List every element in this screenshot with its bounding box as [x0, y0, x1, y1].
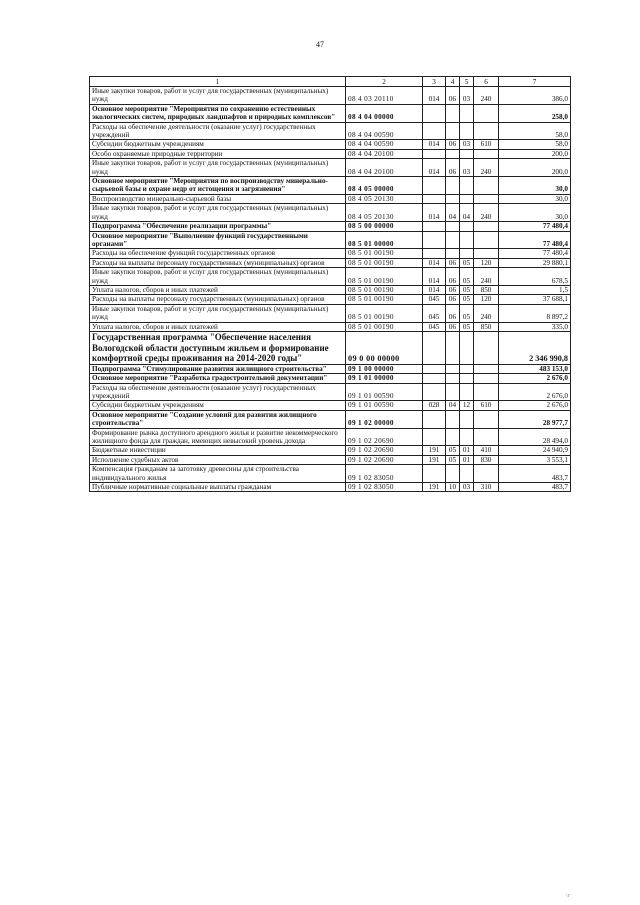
- row-ministry-cell: [423, 231, 446, 249]
- row-ministry-cell: [423, 149, 446, 158]
- row-expense-type-cell: 240: [474, 268, 499, 286]
- table-row: [90, 295, 571, 304]
- row-subsection-cell: 05: [460, 304, 474, 322]
- table-row: [90, 231, 571, 249]
- row-expense-type-cell: 850: [474, 322, 499, 331]
- row-section-cell: 06: [446, 304, 460, 322]
- row-name-cell: Субсидии бюджетным учреждениям: [90, 140, 346, 149]
- row-expense-type-cell: 120: [474, 258, 499, 267]
- row-ministry-cell: 014: [423, 285, 446, 294]
- row-name-cell: Компенсация гражданам за заготовку древесины для строительства индивидуального жилья: [90, 465, 346, 483]
- row-code-cell: 08 4 05 00000: [346, 177, 423, 195]
- table-row: [90, 331, 571, 364]
- row-code-cell: 08 5 01 00190: [346, 258, 423, 267]
- column-header: 6: [474, 77, 499, 87]
- row-amount-cell: 77 480,4: [499, 222, 571, 231]
- row-code-cell: 08 4 03 20110: [346, 87, 423, 105]
- row-amount-cell: 2 676,0: [499, 374, 571, 383]
- column-header: 7: [499, 77, 571, 87]
- table-row: [90, 285, 571, 294]
- row-name-cell: Расходы на выплаты персоналу государственных (муниципальных) органов: [90, 258, 346, 267]
- row-expense-type-cell: [474, 374, 499, 383]
- row-section-cell: 05: [446, 455, 460, 464]
- row-code-cell: 08 4 05 20130: [346, 194, 423, 203]
- row-code-cell: 08 4 04 00590: [346, 140, 423, 149]
- row-name-cell: Иные закупки товаров, работ и услуг для государственных (муниципальных) нужд: [90, 204, 346, 222]
- row-subsection-cell: 05: [460, 295, 474, 304]
- row-ministry-cell: [423, 177, 446, 195]
- row-amount-cell: 678,5: [499, 268, 571, 286]
- row-expense-type-cell: [474, 231, 499, 249]
- corner-mark: \г: [566, 893, 571, 899]
- row-name-cell: Субсидии бюджетным учреждениям: [90, 401, 346, 410]
- row-section-cell: 06: [446, 159, 460, 177]
- row-name-cell: Бюджетные инвестиции: [90, 446, 346, 455]
- row-section-cell: [446, 428, 460, 446]
- row-section-cell: 04: [446, 401, 460, 410]
- row-expense-type-cell: [474, 222, 499, 231]
- row-name-cell: Формирование рынка доступного арендного жилья и развитие некоммерческого жилищного фонда для граждан, имеющих невысокий уровень дохода: [90, 428, 346, 446]
- row-amount-cell: 28 977,7: [499, 410, 571, 428]
- row-amount-cell: 3 553,1: [499, 455, 571, 464]
- row-expense-type-cell: [474, 194, 499, 203]
- row-section-cell: [446, 249, 460, 258]
- row-name-cell: Расходы на обеспечение деятельности (оказание услуг) государственных учреждений: [90, 122, 346, 140]
- table-row: [90, 258, 571, 267]
- table-row: [90, 104, 571, 122]
- row-code-cell: 09 0 00 00000: [346, 331, 423, 364]
- table-row: [90, 194, 571, 203]
- row-expense-type-cell: 240: [474, 304, 499, 322]
- row-amount-cell: 335,0: [499, 322, 571, 331]
- row-section-cell: [446, 194, 460, 203]
- row-subsection-cell: [460, 374, 474, 383]
- row-subsection-cell: 03: [460, 87, 474, 105]
- row-subsection-cell: 05: [460, 322, 474, 331]
- row-code-cell: 08 5 01 00190: [346, 295, 423, 304]
- column-header: 1: [90, 77, 346, 87]
- table-row: [90, 483, 571, 492]
- row-amount-cell: 77 480,4: [499, 249, 571, 258]
- row-section-cell: 06: [446, 258, 460, 267]
- row-subsection-cell: [460, 249, 474, 258]
- row-expense-type-cell: [474, 364, 499, 373]
- row-name-cell: Расходы на выплаты персоналу государственных (муниципальных) органов: [90, 295, 346, 304]
- row-subsection-cell: [460, 364, 474, 373]
- table-header-row: [90, 77, 571, 87]
- row-ministry-cell: [423, 410, 446, 428]
- row-subsection-cell: [460, 149, 474, 158]
- row-section-cell: [446, 364, 460, 373]
- row-expense-type-cell: 850: [474, 285, 499, 294]
- row-amount-cell: 77 480,4: [499, 231, 571, 249]
- table-row: [90, 122, 571, 140]
- row-name-cell: Расходы на обеспечение функций государственных органов: [90, 249, 346, 258]
- row-code-cell: 08 5 01 00190: [346, 268, 423, 286]
- row-code-cell: 09 1 02 20690: [346, 455, 423, 464]
- row-amount-cell: 24 940,9: [499, 446, 571, 455]
- row-amount-cell: 30,0: [499, 177, 571, 195]
- row-section-cell: 05: [446, 446, 460, 455]
- row-name-cell: Иные закупки товаров, работ и услуг для государственных (муниципальных) нужд: [90, 304, 346, 322]
- row-section-cell: [446, 104, 460, 122]
- row-section-cell: [446, 465, 460, 483]
- row-expense-type-cell: 240: [474, 159, 499, 177]
- budget-table: [89, 76, 571, 492]
- row-section-cell: [446, 383, 460, 401]
- row-ministry-cell: [423, 222, 446, 231]
- row-amount-cell: 483,7: [499, 465, 571, 483]
- row-ministry-cell: 191: [423, 483, 446, 492]
- row-name-cell: Особо охраняемые природные территории: [90, 149, 346, 158]
- row-name-cell: Расходы на обеспечение деятельности (оказание услуг) государственных учреждений: [90, 383, 346, 401]
- table-row: [90, 401, 571, 410]
- row-expense-type-cell: [474, 410, 499, 428]
- row-section-cell: [446, 177, 460, 195]
- row-amount-cell: 1,5: [499, 285, 571, 294]
- row-name-cell: Основное мероприятие "Разработка градостроительной документации": [90, 374, 346, 383]
- row-amount-cell: 28 494,0: [499, 428, 571, 446]
- table-row: [90, 222, 571, 231]
- row-expense-type-cell: 120: [474, 295, 499, 304]
- row-subsection-cell: 01: [460, 446, 474, 455]
- table-row: [90, 204, 571, 222]
- row-section-cell: 06: [446, 140, 460, 149]
- row-subsection-cell: [460, 331, 474, 364]
- row-subsection-cell: [460, 177, 474, 195]
- row-code-cell: 09 1 02 20690: [346, 446, 423, 455]
- row-expense-type-cell: [474, 177, 499, 195]
- row-section-cell: [446, 374, 460, 383]
- row-code-cell: 09 1 00 00000: [346, 364, 423, 373]
- row-code-cell: 09 1 02 00000: [346, 410, 423, 428]
- table-row: [90, 177, 571, 195]
- row-code-cell: 08 5 01 00190: [346, 285, 423, 294]
- row-ministry-cell: [423, 364, 446, 373]
- table-row: [90, 374, 571, 383]
- row-amount-cell: 483,7: [499, 483, 571, 492]
- row-code-cell: 08 4 04 00590: [346, 122, 423, 140]
- row-ministry-cell: [423, 383, 446, 401]
- row-expense-type-cell: [474, 465, 499, 483]
- row-expense-type-cell: 410: [474, 446, 499, 455]
- row-name-cell: Воспроизводство минерально-сырьевой базы: [90, 194, 346, 203]
- row-expense-type-cell: [474, 383, 499, 401]
- row-code-cell: 08 4 04 00000: [346, 104, 423, 122]
- row-ministry-cell: 045: [423, 295, 446, 304]
- row-name-cell: Основное мероприятие "Мероприятия по сохранению естественных экологических систем, природных ландшафтов и природных комплексов": [90, 104, 346, 122]
- row-name-cell: Публичные нормативные социальные выплаты гражданам: [90, 483, 346, 492]
- row-subsection-cell: [460, 122, 474, 140]
- row-section-cell: [446, 231, 460, 249]
- row-amount-cell: 200,0: [499, 159, 571, 177]
- row-amount-cell: 2 676,0: [499, 383, 571, 401]
- row-amount-cell: 30,0: [499, 194, 571, 203]
- row-amount-cell: 2 676,0: [499, 401, 571, 410]
- table-row: [90, 268, 571, 286]
- row-subsection-cell: [460, 231, 474, 249]
- row-subsection-cell: 05: [460, 268, 474, 286]
- row-expense-type-cell: [474, 331, 499, 364]
- row-code-cell: 09 1 02 83050: [346, 465, 423, 483]
- row-code-cell: 08 4 05 20130: [346, 204, 423, 222]
- row-subsection-cell: [460, 410, 474, 428]
- row-name-cell: Иные закупки товаров, работ и услуг для государственных (муниципальных) нужд: [90, 268, 346, 286]
- table-row: [90, 455, 571, 464]
- table-row: [90, 249, 571, 258]
- table-row: [90, 304, 571, 322]
- column-header: 4: [446, 77, 460, 87]
- row-ministry-cell: 045: [423, 304, 446, 322]
- row-expense-type-cell: [474, 122, 499, 140]
- row-section-cell: 04: [446, 204, 460, 222]
- row-expense-type-cell: 240: [474, 204, 499, 222]
- row-amount-cell: 30,0: [499, 204, 571, 222]
- row-subsection-cell: [460, 104, 474, 122]
- row-section-cell: 06: [446, 285, 460, 294]
- table-row: [90, 410, 571, 428]
- row-ministry-cell: [423, 465, 446, 483]
- row-subsection-cell: 03: [460, 159, 474, 177]
- table-row: [90, 149, 571, 158]
- row-section-cell: 06: [446, 87, 460, 105]
- row-section-cell: [446, 122, 460, 140]
- table-row: [90, 383, 571, 401]
- row-amount-cell: 258,0: [499, 104, 571, 122]
- table-body: [90, 87, 571, 492]
- row-section-cell: [446, 149, 460, 158]
- row-code-cell: 09 1 01 00590: [346, 383, 423, 401]
- row-code-cell: 08 5 01 00190: [346, 322, 423, 331]
- row-ministry-cell: 014: [423, 140, 446, 149]
- row-expense-type-cell: [474, 428, 499, 446]
- row-ministry-cell: 014: [423, 204, 446, 222]
- row-amount-cell: 2 346 990,8: [499, 331, 571, 364]
- row-code-cell: 09 1 01 00000: [346, 374, 423, 383]
- page-number: 47: [316, 40, 324, 49]
- row-section-cell: 06: [446, 268, 460, 286]
- row-section-cell: 10: [446, 483, 460, 492]
- row-code-cell: 08 5 01 00190: [346, 249, 423, 258]
- row-expense-type-cell: 830: [474, 455, 499, 464]
- row-ministry-cell: 045: [423, 322, 446, 331]
- row-name-cell: Уплата налогов, сборов и иных платежей: [90, 322, 346, 331]
- row-subsection-cell: 03: [460, 140, 474, 149]
- row-expense-type-cell: [474, 249, 499, 258]
- row-ministry-cell: 014: [423, 87, 446, 105]
- row-amount-cell: 37 688,1: [499, 295, 571, 304]
- table-row: [90, 364, 571, 373]
- row-code-cell: 09 1 01 00590: [346, 401, 423, 410]
- row-section-cell: 06: [446, 295, 460, 304]
- row-section-cell: 06: [446, 322, 460, 331]
- row-subsection-cell: 05: [460, 258, 474, 267]
- row-code-cell: 08 4 04 20100: [346, 149, 423, 158]
- row-ministry-cell: [423, 104, 446, 122]
- row-amount-cell: 386,0: [499, 87, 571, 105]
- row-name-cell: Основное мероприятие "Выполнение функций государственными органами": [90, 231, 346, 249]
- row-subsection-cell: 12: [460, 401, 474, 410]
- table-row: [90, 465, 571, 483]
- row-name-cell: Иные закупки товаров, работ и услуг для государственных (муниципальных) нужд: [90, 87, 346, 105]
- row-name-cell: Иные закупки товаров, работ и услуг для государственных (муниципальных) нужд: [90, 159, 346, 177]
- row-ministry-cell: 191: [423, 455, 446, 464]
- row-section-cell: [446, 410, 460, 428]
- row-amount-cell: 29 880,1: [499, 258, 571, 267]
- row-amount-cell: 8 897,2: [499, 304, 571, 322]
- row-code-cell: 08 5 01 00000: [346, 231, 423, 249]
- row-subsection-cell: 03: [460, 483, 474, 492]
- row-name-cell: Уплата налогов, сборов и иных платежей: [90, 285, 346, 294]
- row-subsection-cell: [460, 465, 474, 483]
- row-subsection-cell: [460, 194, 474, 203]
- table-row: [90, 428, 571, 446]
- table-row: [90, 159, 571, 177]
- row-code-cell: 08 5 01 00190: [346, 304, 423, 322]
- row-subsection-cell: 04: [460, 204, 474, 222]
- table-row: [90, 87, 571, 105]
- row-amount-cell: 483 153,0: [499, 364, 571, 373]
- row-subsection-cell: [460, 428, 474, 446]
- row-ministry-cell: 014: [423, 268, 446, 286]
- row-expense-type-cell: 310: [474, 483, 499, 492]
- row-ministry-cell: 014: [423, 258, 446, 267]
- row-subsection-cell: 01: [460, 455, 474, 464]
- row-ministry-cell: [423, 249, 446, 258]
- row-name-cell: Основное мероприятие "Создание условий для развития жилищного строительства": [90, 410, 346, 428]
- row-name-cell: Подпрограмма "Обеспечение реализации программы": [90, 222, 346, 231]
- row-name-cell: Основное мероприятие "Мероприятия по воспроизводству минерально-сырьевой базы и охране недр от истощения и загрязнения": [90, 177, 346, 195]
- row-code-cell: 08 5 00 00000: [346, 222, 423, 231]
- row-expense-type-cell: 240: [474, 87, 499, 105]
- row-ministry-cell: 028: [423, 401, 446, 410]
- row-ministry-cell: [423, 122, 446, 140]
- row-subsection-cell: 05: [460, 285, 474, 294]
- row-subsection-cell: [460, 222, 474, 231]
- row-section-cell: [446, 222, 460, 231]
- row-amount-cell: 58,0: [499, 140, 571, 149]
- row-section-cell: [446, 331, 460, 364]
- row-expense-type-cell: [474, 104, 499, 122]
- row-ministry-cell: [423, 194, 446, 203]
- column-header: 2: [346, 77, 423, 87]
- row-code-cell: 08 4 04 20100: [346, 159, 423, 177]
- row-ministry-cell: 014: [423, 159, 446, 177]
- row-amount-cell: 200,0: [499, 149, 571, 158]
- column-header: 5: [460, 77, 474, 87]
- row-ministry-cell: [423, 331, 446, 364]
- row-name-cell: Подпрограмма "Стимулирование развития жилищного строительства": [90, 364, 346, 373]
- row-expense-type-cell: 610: [474, 401, 499, 410]
- row-name-cell: Государственная программа "Обеспечение населения Вологодской области доступным жильем и формирование комфортной среды проживания на 2014-2020 годы": [90, 331, 346, 364]
- row-code-cell: 09 1 02 20690: [346, 428, 423, 446]
- column-header: 3: [423, 77, 446, 87]
- table-row: [90, 140, 571, 149]
- row-amount-cell: 58,0: [499, 122, 571, 140]
- row-subsection-cell: [460, 383, 474, 401]
- row-expense-type-cell: [474, 149, 499, 158]
- row-ministry-cell: 191: [423, 446, 446, 455]
- row-name-cell: Исполнение судебных актов: [90, 455, 346, 464]
- row-ministry-cell: [423, 374, 446, 383]
- table-row: [90, 322, 571, 331]
- row-expense-type-cell: 610: [474, 140, 499, 149]
- table-row: [90, 446, 571, 455]
- row-ministry-cell: [423, 428, 446, 446]
- row-code-cell: 09 1 02 83050: [346, 483, 423, 492]
